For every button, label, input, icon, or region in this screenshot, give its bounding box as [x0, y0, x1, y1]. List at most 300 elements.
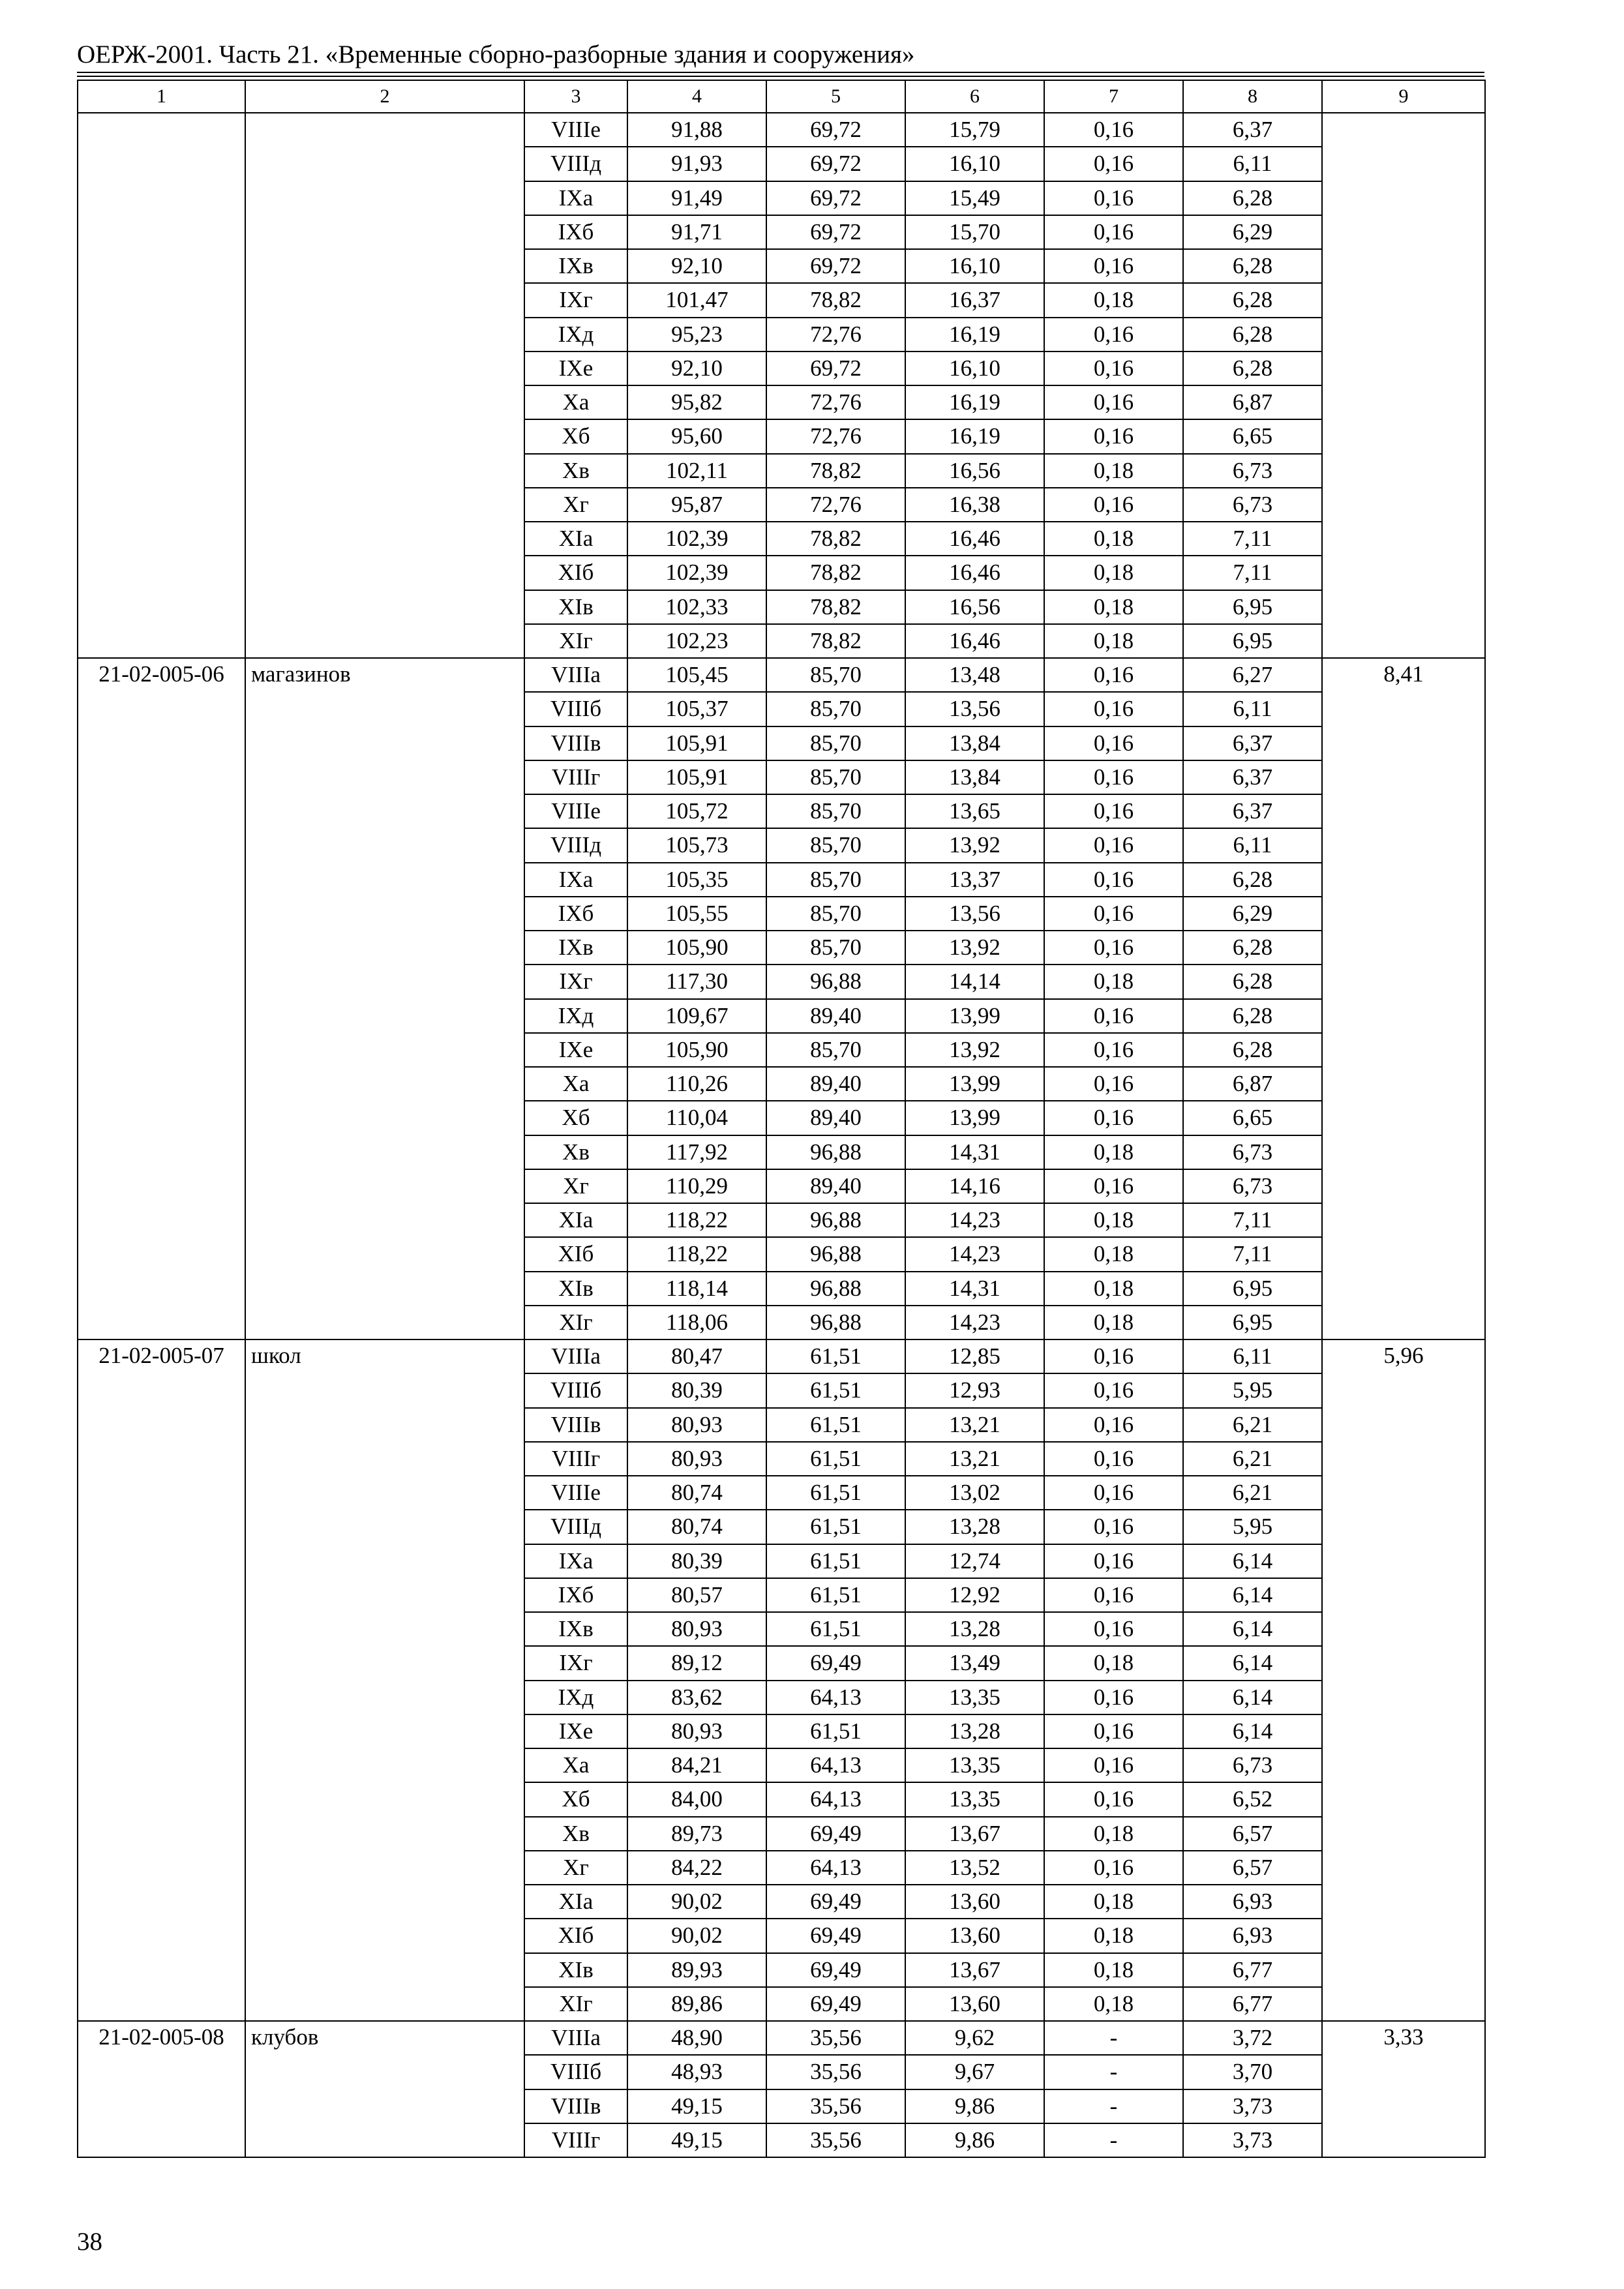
zone-cell: Xв: [524, 1817, 627, 1851]
page-header: ОЕРЖ-2001. Часть 21. «Временные сборно-разборные здания и сооружения»: [77, 40, 915, 68]
materials-cell: 6,11: [1183, 1339, 1322, 1373]
machines-cell: 14,23: [905, 1306, 1044, 1339]
machines-cell: 16,10: [905, 249, 1044, 283]
materials-cell: 7,11: [1183, 556, 1322, 590]
operators-wages-cell: 0,16: [1044, 1510, 1183, 1544]
wages-cell: 85,70: [766, 692, 905, 726]
machines-cell: 13,65: [905, 794, 1044, 828]
materials-cell: 6,93: [1183, 1885, 1322, 1919]
wages-cell: 96,88: [766, 1135, 905, 1169]
materials-cell: 6,73: [1183, 1169, 1322, 1203]
machines-cell: 12,92: [905, 1578, 1044, 1612]
operators-wages-cell: 0,16: [1044, 249, 1183, 283]
total-cost-cell: 80,93: [627, 1442, 766, 1476]
col9-cell: 5,96: [1322, 1339, 1485, 2021]
wages-cell: 69,72: [766, 215, 905, 249]
materials-cell: 6,95: [1183, 1306, 1322, 1339]
column-number: 4: [627, 80, 766, 113]
wages-cell: 89,40: [766, 1101, 905, 1135]
machines-cell: 13,56: [905, 692, 1044, 726]
total-cost-cell: 105,45: [627, 658, 766, 692]
zone-cell: IXг: [524, 965, 627, 998]
materials-cell: 6,65: [1183, 1101, 1322, 1135]
operators-wages-cell: 0,16: [1044, 999, 1183, 1033]
total-cost-cell: 80,93: [627, 1408, 766, 1442]
materials-cell: 6,73: [1183, 488, 1322, 522]
wages-cell: 61,51: [766, 1612, 905, 1646]
materials-cell: 6,14: [1183, 1646, 1322, 1680]
machines-cell: 9,86: [905, 2089, 1044, 2123]
operators-wages-cell: 0,16: [1044, 1714, 1183, 1748]
zone-cell: Xа: [524, 1748, 627, 1782]
total-cost-cell: 84,00: [627, 1782, 766, 1816]
operators-wages-cell: 0,18: [1044, 1135, 1183, 1169]
total-cost-cell: 118,22: [627, 1203, 766, 1237]
operators-wages-cell: 0,16: [1044, 1544, 1183, 1578]
total-cost-cell: 89,86: [627, 1987, 766, 2021]
wages-cell: 64,13: [766, 1748, 905, 1782]
name-cell: магазинов: [245, 658, 524, 1339]
wages-cell: 69,72: [766, 352, 905, 385]
wages-cell: 64,13: [766, 1851, 905, 1885]
operators-wages-cell: 0,16: [1044, 181, 1183, 215]
zone-cell: Xа: [524, 1067, 627, 1101]
zone-cell: Xб: [524, 1782, 627, 1816]
machines-cell: 14,23: [905, 1203, 1044, 1237]
operators-wages-cell: 0,18: [1044, 1203, 1183, 1237]
wages-cell: 85,70: [766, 863, 905, 897]
total-cost-cell: 80,39: [627, 1544, 766, 1578]
zone-cell: VIIIб: [524, 2055, 627, 2089]
total-cost-cell: 80,57: [627, 1578, 766, 1612]
machines-cell: 13,92: [905, 1033, 1044, 1067]
total-cost-cell: 101,47: [627, 283, 766, 317]
materials-cell: 6,73: [1183, 1135, 1322, 1169]
machines-cell: 12,93: [905, 1373, 1044, 1407]
machines-cell: 16,10: [905, 147, 1044, 181]
operators-wages-cell: 0,18: [1044, 590, 1183, 624]
operators-wages-cell: -: [1044, 2089, 1183, 2123]
wages-cell: 69,72: [766, 147, 905, 181]
machines-cell: 13,99: [905, 1067, 1044, 1101]
materials-cell: 6,28: [1183, 181, 1322, 215]
wages-cell: 69,49: [766, 1646, 905, 1680]
materials-cell: 6,87: [1183, 1067, 1322, 1101]
materials-cell: 6,77: [1183, 1987, 1322, 2021]
zone-cell: XIг: [524, 1306, 627, 1339]
machines-cell: 13,60: [905, 1987, 1044, 2021]
total-cost-cell: 91,93: [627, 147, 766, 181]
zone-cell: Xб: [524, 419, 627, 453]
total-cost-cell: 105,35: [627, 863, 766, 897]
operators-wages-cell: 0,16: [1044, 760, 1183, 794]
operators-wages-cell: -: [1044, 2055, 1183, 2089]
operators-wages-cell: 0,16: [1044, 488, 1183, 522]
total-cost-cell: 118,14: [627, 1272, 766, 1306]
wages-cell: 64,13: [766, 1681, 905, 1714]
materials-cell: 6,14: [1183, 1612, 1322, 1646]
operators-wages-cell: 0,16: [1044, 385, 1183, 419]
machines-cell: 14,31: [905, 1135, 1044, 1169]
wages-cell: 72,76: [766, 385, 905, 419]
wages-cell: 69,49: [766, 1953, 905, 1987]
wages-cell: 85,70: [766, 760, 905, 794]
total-cost-cell: 109,67: [627, 999, 766, 1033]
operators-wages-cell: 0,16: [1044, 1851, 1183, 1885]
operators-wages-cell: 0,18: [1044, 1919, 1183, 1952]
zone-cell: Xг: [524, 1851, 627, 1885]
zone-cell: Xг: [524, 1169, 627, 1203]
materials-cell: 5,95: [1183, 1373, 1322, 1407]
machines-cell: 13,67: [905, 1953, 1044, 1987]
machines-cell: 12,74: [905, 1544, 1044, 1578]
machines-cell: 13,21: [905, 1442, 1044, 1476]
operators-wages-cell: 0,18: [1044, 522, 1183, 556]
total-cost-cell: 80,39: [627, 1373, 766, 1407]
machines-cell: 13,35: [905, 1748, 1044, 1782]
wages-cell: 78,82: [766, 624, 905, 658]
machines-cell: 13,99: [905, 1101, 1044, 1135]
wages-cell: 96,88: [766, 1272, 905, 1306]
materials-cell: 6,27: [1183, 658, 1322, 692]
wages-cell: 72,76: [766, 318, 905, 352]
code-cell: [78, 113, 245, 658]
rates-table: [77, 80, 1486, 2158]
total-cost-cell: 102,11: [627, 454, 766, 488]
wages-cell: 85,70: [766, 794, 905, 828]
operators-wages-cell: 0,18: [1044, 1885, 1183, 1919]
machines-cell: 13,28: [905, 1714, 1044, 1748]
column-number: 5: [766, 80, 905, 113]
materials-cell: 6,73: [1183, 454, 1322, 488]
machines-cell: 16,19: [905, 419, 1044, 453]
column-number: 8: [1183, 80, 1322, 113]
materials-cell: 6,37: [1183, 794, 1322, 828]
wages-cell: 85,70: [766, 1033, 905, 1067]
materials-cell: 6,57: [1183, 1817, 1322, 1851]
total-cost-cell: 110,29: [627, 1169, 766, 1203]
total-cost-cell: 95,87: [627, 488, 766, 522]
wages-cell: 78,82: [766, 556, 905, 590]
operators-wages-cell: 0,16: [1044, 1578, 1183, 1612]
total-cost-cell: 95,82: [627, 385, 766, 419]
machines-cell: 15,70: [905, 215, 1044, 249]
operators-wages-cell: 0,16: [1044, 352, 1183, 385]
zone-cell: VIIIб: [524, 1373, 627, 1407]
zone-cell: VIIIд: [524, 147, 627, 181]
operators-wages-cell: 0,16: [1044, 1067, 1183, 1101]
wages-cell: 35,56: [766, 2055, 905, 2089]
zone-cell: Xб: [524, 1101, 627, 1135]
wages-cell: 85,70: [766, 828, 905, 862]
materials-cell: 6,37: [1183, 760, 1322, 794]
machines-cell: 13,92: [905, 931, 1044, 965]
zone-cell: VIIIе: [524, 794, 627, 828]
wages-cell: 85,70: [766, 658, 905, 692]
zone-cell: XIа: [524, 522, 627, 556]
zone-cell: IXд: [524, 1681, 627, 1714]
zone-cell: IXб: [524, 215, 627, 249]
machines-cell: 16,56: [905, 590, 1044, 624]
zone-cell: XIа: [524, 1885, 627, 1919]
zone-cell: Xг: [524, 488, 627, 522]
zone-cell: IXг: [524, 1646, 627, 1680]
materials-cell: 6,65: [1183, 419, 1322, 453]
total-cost-cell: 84,22: [627, 1851, 766, 1885]
zone-cell: VIIIг: [524, 1442, 627, 1476]
name-cell: [245, 113, 524, 658]
zone-cell: XIа: [524, 1203, 627, 1237]
operators-wages-cell: 0,16: [1044, 794, 1183, 828]
materials-cell: 6,11: [1183, 692, 1322, 726]
column-number-row: [78, 80, 1485, 113]
table-row: [78, 1339, 1485, 1373]
machines-cell: 14,23: [905, 1237, 1044, 1271]
wages-cell: 61,51: [766, 1408, 905, 1442]
machines-cell: 13,84: [905, 726, 1044, 760]
wages-cell: 72,76: [766, 488, 905, 522]
zone-cell: Xв: [524, 454, 627, 488]
operators-wages-cell: 0,16: [1044, 692, 1183, 726]
zone-cell: IXа: [524, 1544, 627, 1578]
wages-cell: 89,40: [766, 1169, 905, 1203]
code-cell: 21-02-005-08: [78, 2021, 245, 2157]
zone-cell: IXв: [524, 931, 627, 965]
zone-cell: VIIIа: [524, 2021, 627, 2055]
materials-cell: 6,14: [1183, 1681, 1322, 1714]
zone-cell: IXд: [524, 318, 627, 352]
operators-wages-cell: 0,18: [1044, 454, 1183, 488]
operators-wages-cell: 0,16: [1044, 318, 1183, 352]
machines-cell: 13,99: [905, 999, 1044, 1033]
materials-cell: 6,14: [1183, 1544, 1322, 1578]
machines-cell: 16,46: [905, 556, 1044, 590]
wages-cell: 61,51: [766, 1510, 905, 1544]
zone-cell: IXг: [524, 283, 627, 317]
zone-cell: Xв: [524, 1135, 627, 1169]
operators-wages-cell: 0,16: [1044, 1169, 1183, 1203]
machines-cell: 13,84: [905, 760, 1044, 794]
operators-wages-cell: 0,16: [1044, 863, 1183, 897]
operators-wages-cell: 0,16: [1044, 147, 1183, 181]
total-cost-cell: 49,15: [627, 2123, 766, 2157]
name-cell: клубов: [245, 2021, 524, 2157]
machines-cell: 9,86: [905, 2123, 1044, 2157]
materials-cell: 6,87: [1183, 385, 1322, 419]
machines-cell: 9,62: [905, 2021, 1044, 2055]
materials-cell: 5,95: [1183, 1510, 1322, 1544]
zone-cell: XIв: [524, 590, 627, 624]
total-cost-cell: 95,23: [627, 318, 766, 352]
total-cost-cell: 91,71: [627, 215, 766, 249]
machines-cell: 16,56: [905, 454, 1044, 488]
zone-cell: VIIIб: [524, 692, 627, 726]
column-number: 9: [1322, 80, 1485, 113]
operators-wages-cell: 0,18: [1044, 624, 1183, 658]
materials-cell: 7,11: [1183, 1237, 1322, 1271]
wages-cell: 96,88: [766, 1306, 905, 1339]
zone-cell: VIIIг: [524, 760, 627, 794]
wages-cell: 61,51: [766, 1714, 905, 1748]
total-cost-cell: 91,49: [627, 181, 766, 215]
machines-cell: 13,52: [905, 1851, 1044, 1885]
table-row: [78, 113, 1485, 147]
operators-wages-cell: 0,16: [1044, 1339, 1183, 1373]
wages-cell: 89,40: [766, 999, 905, 1033]
total-cost-cell: 92,10: [627, 249, 766, 283]
wages-cell: 69,72: [766, 249, 905, 283]
wages-cell: 64,13: [766, 1782, 905, 1816]
zone-cell: VIIIе: [524, 1476, 627, 1510]
machines-cell: 16,38: [905, 488, 1044, 522]
machines-cell: 13,67: [905, 1817, 1044, 1851]
zone-cell: XIб: [524, 1919, 627, 1952]
wages-cell: 61,51: [766, 1442, 905, 1476]
table-row: [78, 2021, 1485, 2055]
zone-cell: IXе: [524, 1714, 627, 1748]
materials-cell: 3,72: [1183, 2021, 1322, 2055]
materials-cell: 6,28: [1183, 863, 1322, 897]
wages-cell: 69,72: [766, 113, 905, 147]
column-number: 7: [1044, 80, 1183, 113]
materials-cell: 3,70: [1183, 2055, 1322, 2089]
machines-cell: 13,02: [905, 1476, 1044, 1510]
machines-cell: 12,85: [905, 1339, 1044, 1373]
total-cost-cell: 89,73: [627, 1817, 766, 1851]
wages-cell: 35,56: [766, 2021, 905, 2055]
operators-wages-cell: 0,18: [1044, 1817, 1183, 1851]
materials-cell: 6,28: [1183, 249, 1322, 283]
machines-cell: 14,14: [905, 965, 1044, 998]
operators-wages-cell: 0,18: [1044, 1987, 1183, 2021]
materials-cell: 6,95: [1183, 624, 1322, 658]
materials-cell: 6,28: [1183, 318, 1322, 352]
zone-cell: IXд: [524, 999, 627, 1033]
materials-cell: 6,21: [1183, 1476, 1322, 1510]
materials-cell: 6,21: [1183, 1442, 1322, 1476]
machines-cell: 16,19: [905, 385, 1044, 419]
zone-cell: XIг: [524, 624, 627, 658]
total-cost-cell: 117,92: [627, 1135, 766, 1169]
machines-cell: 14,16: [905, 1169, 1044, 1203]
wages-cell: 69,49: [766, 1817, 905, 1851]
operators-wages-cell: 0,16: [1044, 1442, 1183, 1476]
wages-cell: 69,72: [766, 181, 905, 215]
wages-cell: 61,51: [766, 1544, 905, 1578]
materials-cell: 6,11: [1183, 828, 1322, 862]
total-cost-cell: 80,74: [627, 1510, 766, 1544]
materials-cell: 6,28: [1183, 965, 1322, 998]
total-cost-cell: 48,90: [627, 2021, 766, 2055]
wages-cell: 96,88: [766, 1237, 905, 1271]
wages-cell: 85,70: [766, 897, 905, 931]
zone-cell: XIб: [524, 556, 627, 590]
name-cell: школ: [245, 1339, 524, 2021]
machines-cell: 13,28: [905, 1510, 1044, 1544]
total-cost-cell: 91,88: [627, 113, 766, 147]
column-number: 2: [245, 80, 524, 113]
materials-cell: 6,95: [1183, 1272, 1322, 1306]
wages-cell: 35,56: [766, 2089, 905, 2123]
wages-cell: 89,40: [766, 1067, 905, 1101]
materials-cell: 6,28: [1183, 283, 1322, 317]
wages-cell: 61,51: [766, 1578, 905, 1612]
machines-cell: 16,46: [905, 522, 1044, 556]
operators-wages-cell: 0,16: [1044, 1101, 1183, 1135]
zone-cell: IXа: [524, 863, 627, 897]
machines-cell: 16,19: [905, 318, 1044, 352]
materials-cell: 6,95: [1183, 590, 1322, 624]
operators-wages-cell: 0,16: [1044, 1612, 1183, 1646]
machines-cell: 16,10: [905, 352, 1044, 385]
machines-cell: 13,60: [905, 1885, 1044, 1919]
wages-cell: 69,49: [766, 1919, 905, 1952]
operators-wages-cell: 0,16: [1044, 1748, 1183, 1782]
zone-cell: IXб: [524, 1578, 627, 1612]
col9-cell: [1322, 113, 1485, 658]
zone-cell: VIIIд: [524, 828, 627, 862]
zone-cell: IXе: [524, 1033, 627, 1067]
zone-cell: IXа: [524, 181, 627, 215]
zone-cell: XIв: [524, 1272, 627, 1306]
total-cost-cell: 102,33: [627, 590, 766, 624]
materials-cell: 3,73: [1183, 2089, 1322, 2123]
operators-wages-cell: 0,18: [1044, 1306, 1183, 1339]
code-cell: 21-02-005-07: [78, 1339, 245, 2021]
total-cost-cell: 90,02: [627, 1919, 766, 1952]
zone-cell: VIIIд: [524, 1510, 627, 1544]
operators-wages-cell: 0,16: [1044, 113, 1183, 147]
wages-cell: 69,49: [766, 1885, 905, 1919]
materials-cell: 6,37: [1183, 726, 1322, 760]
machines-cell: 13,21: [905, 1408, 1044, 1442]
zone-cell: VIIIа: [524, 658, 627, 692]
total-cost-cell: 102,23: [627, 624, 766, 658]
machines-cell: 13,28: [905, 1612, 1044, 1646]
total-cost-cell: 117,30: [627, 965, 766, 998]
machines-cell: 13,92: [905, 828, 1044, 862]
materials-cell: 6,28: [1183, 999, 1322, 1033]
total-cost-cell: 102,39: [627, 522, 766, 556]
operators-wages-cell: 0,16: [1044, 215, 1183, 249]
machines-cell: 13,37: [905, 863, 1044, 897]
total-cost-cell: 92,10: [627, 352, 766, 385]
total-cost-cell: 105,91: [627, 726, 766, 760]
zone-cell: VIIIв: [524, 1408, 627, 1442]
wages-cell: 78,82: [766, 590, 905, 624]
materials-cell: 6,21: [1183, 1408, 1322, 1442]
materials-cell: 6,52: [1183, 1782, 1322, 1816]
materials-cell: 6,77: [1183, 1953, 1322, 1987]
machines-cell: 16,46: [905, 624, 1044, 658]
materials-cell: 6,28: [1183, 352, 1322, 385]
wages-cell: 96,88: [766, 965, 905, 998]
total-cost-cell: 105,55: [627, 897, 766, 931]
operators-wages-cell: 0,18: [1044, 556, 1183, 590]
materials-cell: 6,73: [1183, 1748, 1322, 1782]
operators-wages-cell: 0,16: [1044, 931, 1183, 965]
code-cell: 21-02-005-06: [78, 658, 245, 1339]
machines-cell: 13,48: [905, 658, 1044, 692]
operators-wages-cell: 0,16: [1044, 419, 1183, 453]
total-cost-cell: 105,37: [627, 692, 766, 726]
total-cost-cell: 80,47: [627, 1339, 766, 1373]
total-cost-cell: 84,21: [627, 1748, 766, 1782]
column-number: 1: [78, 80, 245, 113]
materials-cell: 6,11: [1183, 147, 1322, 181]
materials-cell: 6,93: [1183, 1919, 1322, 1952]
operators-wages-cell: 0,18: [1044, 283, 1183, 317]
